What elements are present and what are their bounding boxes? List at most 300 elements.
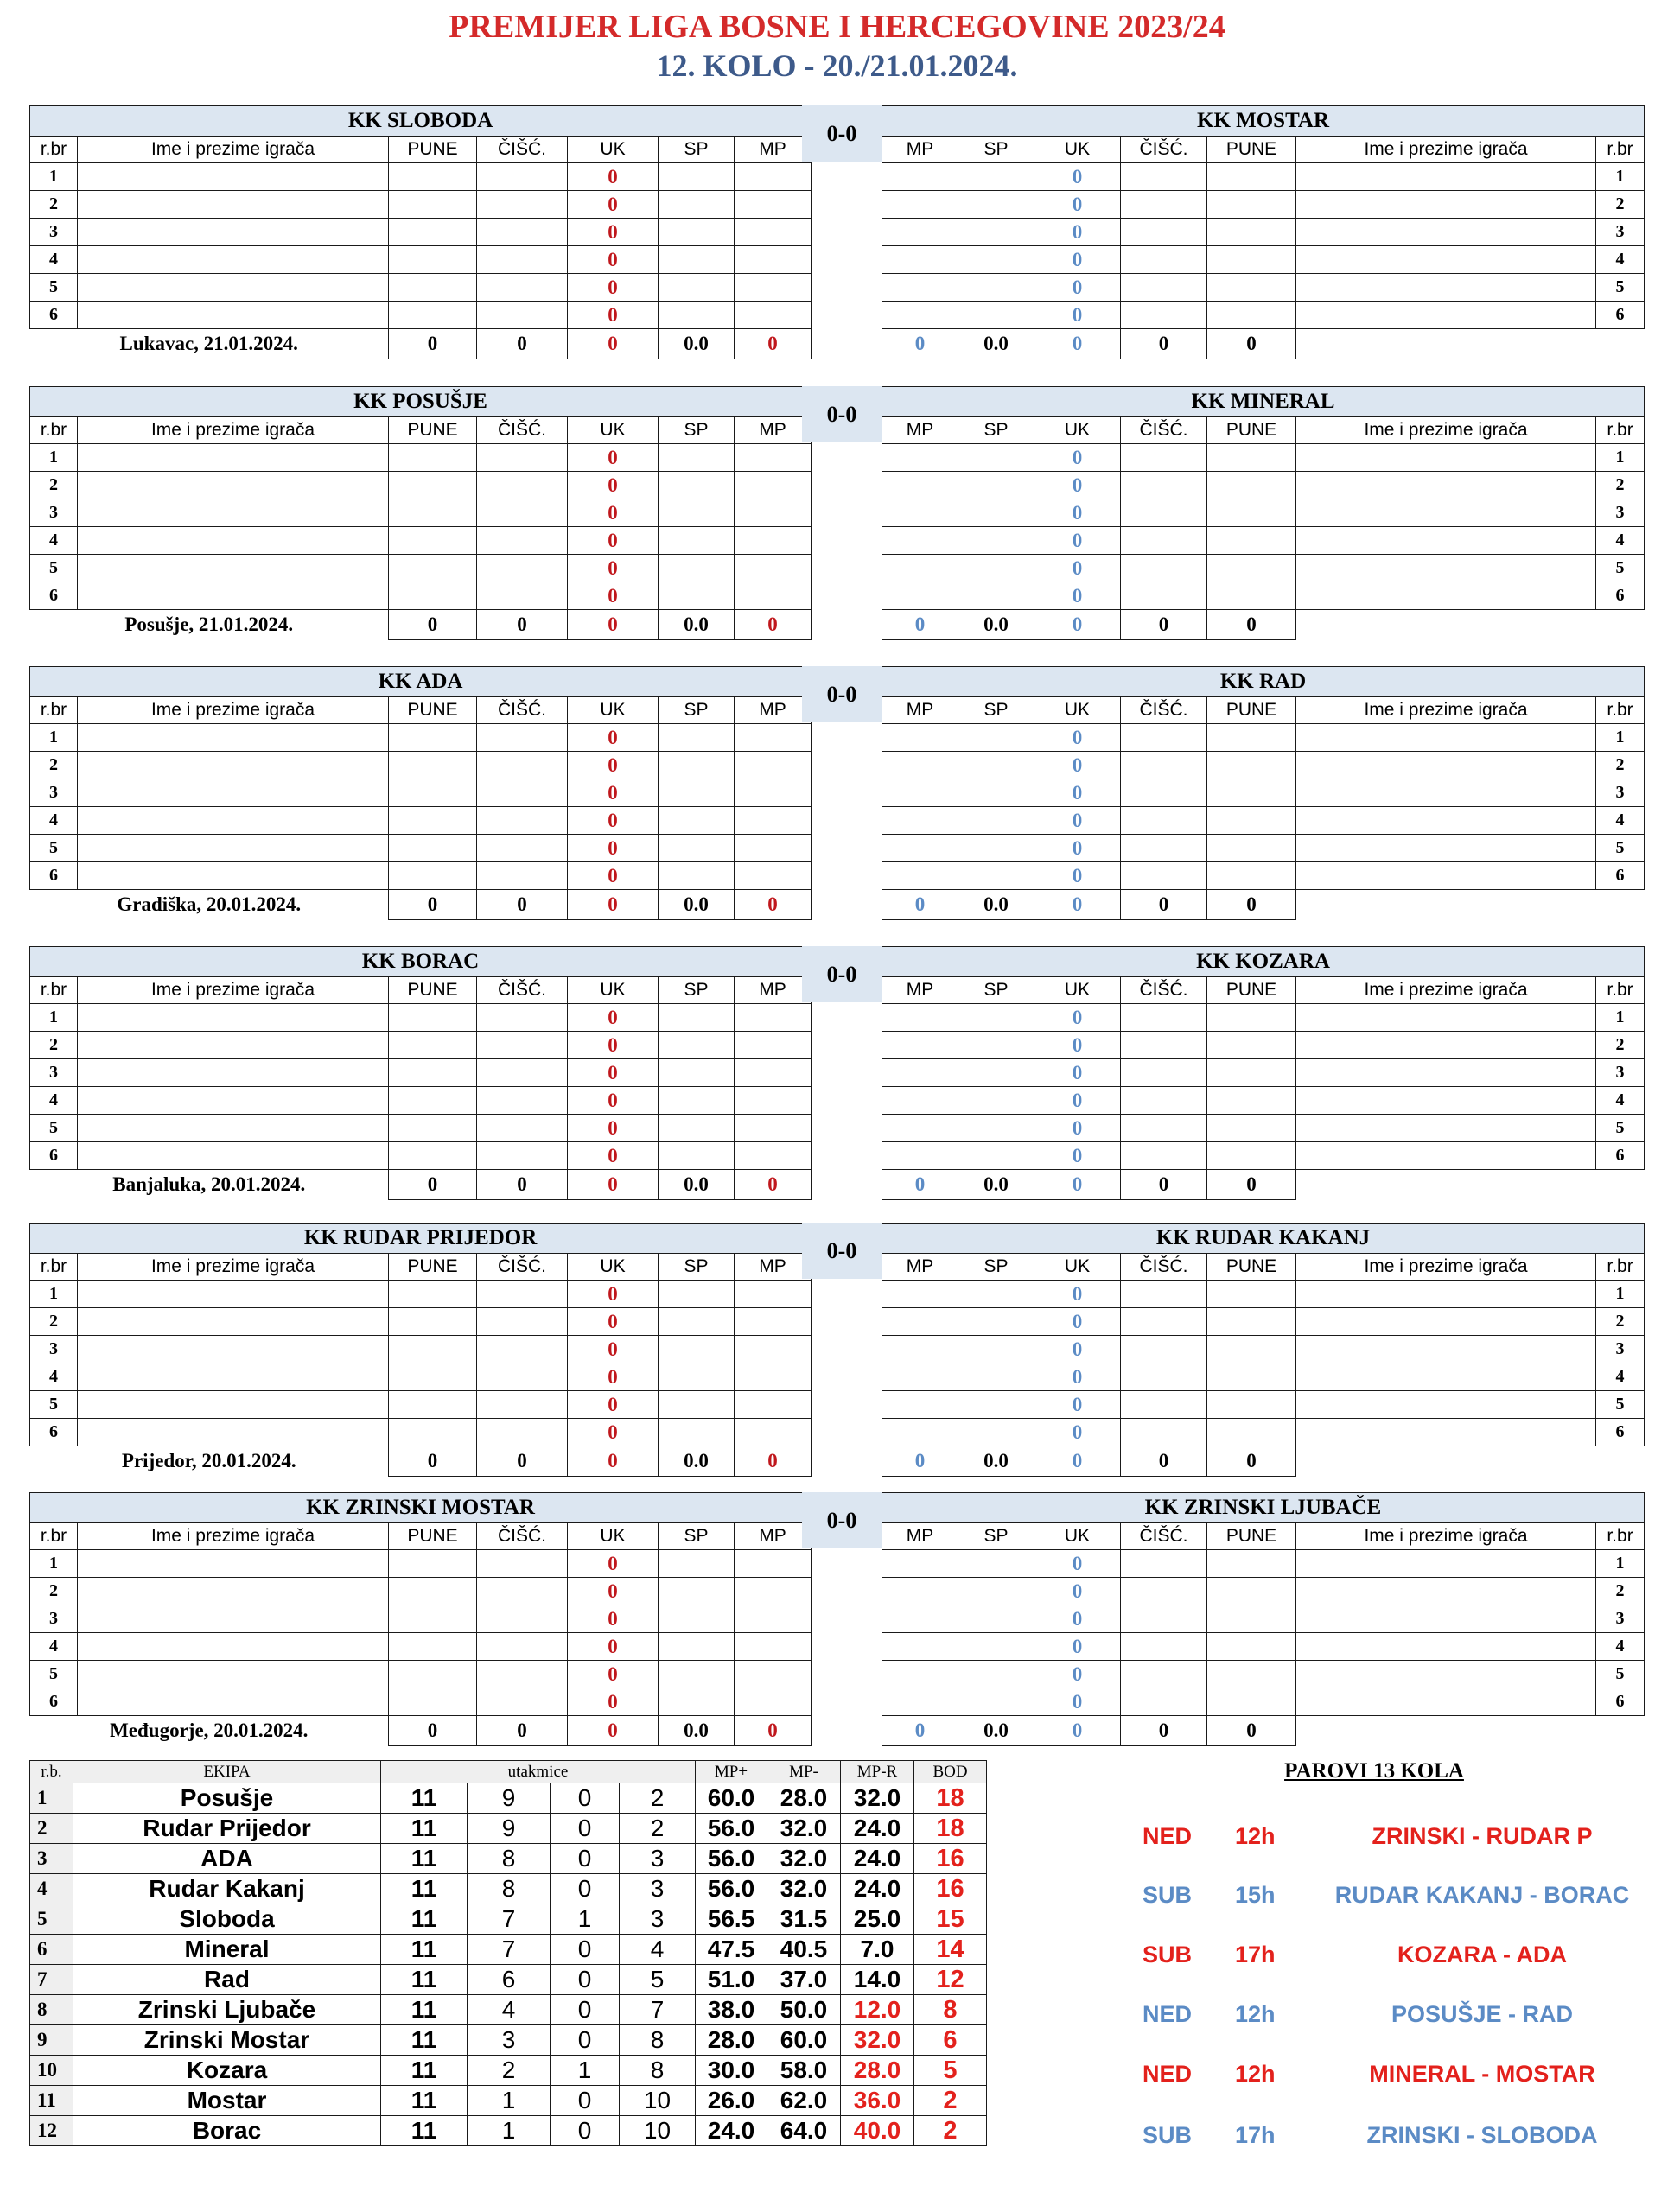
uk-cell: 0: [568, 1605, 659, 1633]
rank-cell: 1: [30, 1783, 73, 1814]
away-col-cisc: ČIŠĆ.: [1121, 1254, 1207, 1281]
uk-cell: 0: [568, 779, 659, 807]
mp-minus-cell: 58.0: [767, 2056, 841, 2086]
sp-cell: [958, 1308, 1034, 1336]
losses-cell: 10: [620, 2116, 696, 2146]
total-uk: 0: [568, 1716, 659, 1746]
mp-cell: [735, 219, 812, 246]
wins-cell: 9: [468, 1814, 551, 1844]
player-name-cell: [1296, 219, 1596, 246]
away-col-pune: PUNE: [1207, 1523, 1296, 1550]
total-cisc: 0: [477, 1446, 568, 1477]
cisc-cell: [477, 163, 568, 191]
sp-cell: [659, 1633, 735, 1661]
away-player-row: [882, 191, 1645, 219]
mp-cell: [735, 1087, 812, 1115]
away-player-row: [882, 1281, 1645, 1308]
points-cell: 15: [914, 1904, 987, 1935]
player-name-cell: [1296, 582, 1596, 610]
away-player-row: [882, 1336, 1645, 1363]
fixture-time: 12h: [1235, 2001, 1276, 2027]
total-sp: 0.0: [958, 890, 1034, 920]
mp-cell: [882, 472, 958, 499]
total-mp: 0: [735, 1716, 812, 1746]
team-cell: Posušje: [73, 1783, 381, 1814]
mp-cell: [735, 807, 812, 835]
mp-cell: [882, 302, 958, 329]
cisc-cell: [1121, 163, 1207, 191]
away-player-row: [882, 1391, 1645, 1419]
home-player-row: [30, 302, 812, 329]
team-cell: Rad: [73, 1965, 381, 1995]
total-cisc: 0: [1121, 1170, 1207, 1200]
total-mp: 0: [882, 329, 958, 359]
points-cell: 2: [914, 2116, 987, 2146]
sp-cell: [958, 472, 1034, 499]
pune-cell: [1207, 835, 1296, 862]
player-name-cell: [1296, 302, 1596, 329]
mp-r-cell: 12.0: [841, 1995, 914, 2025]
home-col-sp: SP: [659, 1254, 735, 1281]
pune-cell: [389, 1087, 477, 1115]
pune-cell: [1207, 1004, 1296, 1032]
uk-cell: 0: [568, 1281, 659, 1308]
fixture-match: KOZARA - ADA: [1397, 1942, 1567, 1967]
wins-cell: 8: [468, 1844, 551, 1874]
rank-cell: 6: [30, 1935, 73, 1965]
losses-cell: 8: [620, 2025, 696, 2056]
draws-cell: 0: [551, 1995, 620, 2025]
away-totals-row: [882, 1446, 1645, 1477]
uk-cell: 0: [568, 752, 659, 779]
player-name-cell: [1296, 724, 1596, 752]
uk-cell: 0: [1034, 1087, 1121, 1115]
fixture-time: 12h: [1235, 1823, 1276, 1849]
uk-cell: 0: [568, 1419, 659, 1446]
total-pune: 0: [1207, 610, 1296, 640]
cisc-cell: [1121, 1087, 1207, 1115]
team-cell: Sloboda: [73, 1904, 381, 1935]
standings-row: [30, 1935, 987, 1965]
sp-cell: [659, 1605, 735, 1633]
cisc-cell: [477, 779, 568, 807]
played-cell: 11: [381, 1995, 468, 2025]
row-number: 6: [1596, 1688, 1645, 1716]
away-player-row: [882, 1142, 1645, 1170]
mp-cell: [882, 1115, 958, 1142]
uk-cell: 0: [1034, 1633, 1121, 1661]
total-sp: 0.0: [659, 1446, 735, 1477]
mp-cell: [735, 1281, 812, 1308]
sp-cell: [659, 724, 735, 752]
sp-cell: [659, 862, 735, 890]
home-col-sp: SP: [659, 977, 735, 1004]
sp-cell: [659, 1688, 735, 1716]
total-pune: 0: [389, 890, 477, 920]
mp-cell: [882, 1550, 958, 1578]
match-score: 0-0: [802, 386, 882, 442]
home-col-sp: SP: [659, 697, 735, 724]
row-number: 3: [30, 1336, 78, 1363]
sp-cell: [659, 1391, 735, 1419]
away-col-rbr: r.br: [1596, 1254, 1645, 1281]
mp-minus-cell: 64.0: [767, 2116, 841, 2146]
uk-cell: 0: [568, 1059, 659, 1087]
uk-cell: 0: [1034, 1550, 1121, 1578]
row-number: 2: [1596, 1032, 1645, 1059]
sp-cell: [659, 1281, 735, 1308]
sp-cell: [958, 527, 1034, 555]
home-col-uk: UK: [568, 417, 659, 444]
mp-cell: [882, 1419, 958, 1446]
team-cell: Mostar: [73, 2086, 381, 2116]
points-cell: 12: [914, 1965, 987, 1995]
mp-r-cell: 24.0: [841, 1874, 914, 1904]
away-player-row: [882, 582, 1645, 610]
row-number: 6: [30, 1419, 78, 1446]
home-col-uk: UK: [568, 137, 659, 163]
away-col-rbr: r.br: [1596, 417, 1645, 444]
away-player-row: [882, 163, 1645, 191]
uk-cell: 0: [568, 1661, 659, 1688]
away-col-cisc: ČIŠĆ.: [1121, 977, 1207, 1004]
mp-cell: [882, 555, 958, 582]
pune-cell: [389, 1059, 477, 1087]
sp-cell: [958, 779, 1034, 807]
home-team-table: [29, 1223, 812, 1477]
pune-cell: [389, 1363, 477, 1391]
pune-cell: [1207, 1281, 1296, 1308]
next-round-fixtures: [1093, 1754, 1655, 2148]
cisc-cell: [477, 1115, 568, 1142]
mp-cell: [735, 246, 812, 274]
away-col-uk: UK: [1034, 1523, 1121, 1550]
away-totals-row: [882, 890, 1645, 920]
player-name-cell: [1296, 163, 1596, 191]
home-col-player-name: Ime i prezime igrača: [78, 1523, 389, 1550]
away-col-rbr: r.br: [1596, 137, 1645, 163]
row-number: 5: [30, 274, 78, 302]
pune-cell: [389, 555, 477, 582]
away-col-player-name: Ime i prezime igrača: [1296, 1523, 1596, 1550]
total-cisc: 0: [1121, 890, 1207, 920]
sp-cell: [958, 582, 1034, 610]
away-col-mp: MP: [882, 137, 958, 163]
pune-cell: [389, 444, 477, 472]
home-player-row: [30, 163, 812, 191]
home-totals-row: [30, 890, 812, 920]
player-name-cell: [1296, 191, 1596, 219]
empty-cell: [1296, 890, 1645, 920]
pune-cell: [1207, 527, 1296, 555]
pune-cell: [1207, 274, 1296, 302]
points-cell: 16: [914, 1874, 987, 1904]
sp-cell: [958, 1419, 1034, 1446]
standings-row: [30, 1844, 987, 1874]
mp-cell: [735, 582, 812, 610]
mp-cell: [735, 1391, 812, 1419]
home-col-pune: PUNE: [389, 137, 477, 163]
away-col-uk: UK: [1034, 977, 1121, 1004]
home-col-rbr: r.br: [30, 1523, 78, 1550]
mp-cell: [735, 302, 812, 329]
cisc-cell: [1121, 1578, 1207, 1605]
pune-cell: [1207, 1308, 1296, 1336]
home-col-mp: MP: [735, 137, 812, 163]
home-col-cisc: ČIŠĆ.: [477, 697, 568, 724]
away-col-pune: PUNE: [1207, 977, 1296, 1004]
sp-cell: [958, 1391, 1034, 1419]
cisc-cell: [1121, 1633, 1207, 1661]
away-col-rbr: r.br: [1596, 697, 1645, 724]
uk-cell: 0: [1034, 472, 1121, 499]
match-venue-date: Lukavac, 21.01.2024.: [119, 333, 298, 355]
sp-cell: [659, 246, 735, 274]
cisc-cell: [1121, 862, 1207, 890]
sp-cell: [958, 1363, 1034, 1391]
cisc-cell: [477, 1605, 568, 1633]
total-uk: 0: [1034, 1716, 1121, 1746]
fixture-row: [1093, 1878, 1655, 1912]
player-name-cell: [78, 1032, 389, 1059]
uk-cell: 0: [1034, 1419, 1121, 1446]
home-player-row: [30, 1087, 812, 1115]
away-col-sp: SP: [958, 977, 1034, 1004]
pune-cell: [389, 1032, 477, 1059]
row-number: 3: [1596, 1605, 1645, 1633]
row-number: 1: [30, 163, 78, 191]
total-mp: 0: [882, 1446, 958, 1477]
cisc-cell: [477, 1059, 568, 1087]
sp-cell: [659, 1004, 735, 1032]
mp-minus-cell: 40.5: [767, 1935, 841, 1965]
cisc-cell: [1121, 1336, 1207, 1363]
away-col-rbr: r.br: [1596, 1523, 1645, 1550]
away-col-cisc: ČIŠĆ.: [1121, 417, 1207, 444]
mp-minus-cell: 32.0: [767, 1874, 841, 1904]
uk-cell: 0: [568, 472, 659, 499]
mp-cell: [882, 1004, 958, 1032]
player-name-cell: [78, 527, 389, 555]
player-name-cell: [1296, 246, 1596, 274]
uk-cell: 0: [1034, 1661, 1121, 1688]
player-name-cell: [1296, 835, 1596, 862]
player-name-cell: [78, 1605, 389, 1633]
uk-cell: 0: [568, 444, 659, 472]
total-uk: 0: [568, 1446, 659, 1477]
sp-cell: [659, 274, 735, 302]
mp-plus-cell: 56.0: [696, 1814, 767, 1844]
player-name-cell: [78, 724, 389, 752]
points-cell: 18: [914, 1814, 987, 1844]
away-player-row: [882, 1087, 1645, 1115]
uk-cell: 0: [568, 1363, 659, 1391]
team-cell: Rudar Prijedor: [73, 1814, 381, 1844]
mp-r-cell: 25.0: [841, 1904, 914, 1935]
away-col-player-name: Ime i prezime igrača: [1296, 417, 1596, 444]
cisc-cell: [1121, 1661, 1207, 1688]
team-cell: ADA: [73, 1844, 381, 1874]
mp-cell: [735, 191, 812, 219]
home-col-pune: PUNE: [389, 1523, 477, 1550]
total-sp: 0.0: [958, 1446, 1034, 1477]
row-number: 6: [1596, 862, 1645, 890]
row-number: 2: [30, 1578, 78, 1605]
uk-cell: 0: [1034, 191, 1121, 219]
away-col-player-name: Ime i prezime igrača: [1296, 1254, 1596, 1281]
home-col-uk: UK: [568, 977, 659, 1004]
away-col-sp: SP: [958, 697, 1034, 724]
pune-cell: [1207, 1688, 1296, 1716]
cisc-cell: [1121, 1391, 1207, 1419]
home-player-row: [30, 1308, 812, 1336]
row-number: 6: [1596, 582, 1645, 610]
pune-cell: [389, 274, 477, 302]
player-name-cell: [78, 191, 389, 219]
home-team-name: KK POSUŠJE: [30, 387, 812, 417]
away-col-rbr: r.br: [1596, 977, 1645, 1004]
uk-cell: 0: [568, 807, 659, 835]
cisc-cell: [477, 1363, 568, 1391]
uk-cell: 0: [568, 1115, 659, 1142]
away-col-uk: UK: [1034, 697, 1121, 724]
player-name-cell: [1296, 527, 1596, 555]
played-cell: 11: [381, 1904, 468, 1935]
sp-cell: [659, 1142, 735, 1170]
away-col-player-name: Ime i prezime igrača: [1296, 977, 1596, 1004]
standings-col-bod: BOD: [914, 1761, 987, 1783]
row-number: 4: [30, 807, 78, 835]
mp-cell: [882, 779, 958, 807]
wins-cell: 2: [468, 2056, 551, 2086]
home-col-mp: MP: [735, 417, 812, 444]
total-sp: 0.0: [958, 329, 1034, 359]
standings-row: [30, 2116, 987, 2146]
points-cell: 8: [914, 1995, 987, 2025]
draws-cell: 1: [551, 1904, 620, 1935]
sp-cell: [958, 499, 1034, 527]
home-player-row: [30, 752, 812, 779]
uk-cell: 0: [1034, 1605, 1121, 1633]
mp-plus-cell: 56.5: [696, 1904, 767, 1935]
empty-cell: [1296, 1170, 1645, 1200]
row-number: 6: [30, 1688, 78, 1716]
total-pune: 0: [389, 1716, 477, 1746]
cisc-cell: [1121, 1115, 1207, 1142]
losses-cell: 2: [620, 1814, 696, 1844]
player-name-cell: [78, 302, 389, 329]
mp-cell: [735, 274, 812, 302]
home-col-sp: SP: [659, 1523, 735, 1550]
pune-cell: [1207, 1363, 1296, 1391]
cisc-cell: [477, 1004, 568, 1032]
match-score: 0-0: [802, 1492, 882, 1548]
uk-cell: 0: [1034, 1059, 1121, 1087]
home-player-row: [30, 274, 812, 302]
losses-cell: 8: [620, 2056, 696, 2086]
losses-cell: 3: [620, 1874, 696, 1904]
total-sp: 0.0: [659, 610, 735, 640]
away-col-pune: PUNE: [1207, 1254, 1296, 1281]
player-name-cell: [78, 752, 389, 779]
sp-cell: [958, 302, 1034, 329]
total-cisc: 0: [477, 610, 568, 640]
uk-cell: 0: [568, 191, 659, 219]
points-cell: 14: [914, 1935, 987, 1965]
total-cisc: 0: [1121, 1716, 1207, 1746]
player-name-cell: [78, 472, 389, 499]
mp-cell: [735, 1004, 812, 1032]
pune-cell: [389, 246, 477, 274]
row-number: 5: [30, 1115, 78, 1142]
mp-minus-cell: 50.0: [767, 1995, 841, 2025]
away-team-name: KK RUDAR KAKANJ: [882, 1224, 1645, 1254]
sp-cell: [659, 582, 735, 610]
cisc-cell: [477, 444, 568, 472]
cisc-cell: [477, 274, 568, 302]
player-name-cell: [78, 163, 389, 191]
home-player-row: [30, 807, 812, 835]
mp-cell: [735, 163, 812, 191]
away-col-cisc: ČIŠĆ.: [1121, 137, 1207, 163]
sp-cell: [958, 1059, 1034, 1087]
uk-cell: 0: [568, 499, 659, 527]
uk-cell: 0: [568, 1550, 659, 1578]
mp-cell: [882, 1308, 958, 1336]
losses-cell: 3: [620, 1844, 696, 1874]
mp-cell: [735, 1059, 812, 1087]
mp-cell: [882, 246, 958, 274]
home-player-row: [30, 862, 812, 890]
cisc-cell: [477, 1308, 568, 1336]
team-cell: Rudar Kakanj: [73, 1874, 381, 1904]
home-player-row: [30, 1059, 812, 1087]
player-name-cell: [78, 582, 389, 610]
total-pune: 0: [389, 610, 477, 640]
rank-cell: 10: [30, 2056, 73, 2086]
away-player-row: [882, 779, 1645, 807]
cisc-cell: [477, 527, 568, 555]
total-cisc: 0: [477, 329, 568, 359]
home-col-player-name: Ime i prezime igrača: [78, 977, 389, 1004]
total-sp: 0.0: [659, 1716, 735, 1746]
standings-col-matches: utakmice: [381, 1761, 696, 1783]
player-name-cell: [78, 219, 389, 246]
fixture-day: SUB: [1143, 1942, 1193, 1967]
pune-cell: [389, 1142, 477, 1170]
draws-cell: 0: [551, 1814, 620, 1844]
total-sp: 0.0: [659, 329, 735, 359]
player-name-cell: [1296, 1688, 1596, 1716]
match-block: [29, 1223, 1644, 1489]
away-totals-row: [882, 329, 1645, 359]
sp-cell: [659, 191, 735, 219]
cisc-cell: [477, 302, 568, 329]
total-mp: 0: [882, 890, 958, 920]
row-number: 4: [1596, 807, 1645, 835]
fixture-row: [1093, 1819, 1655, 1853]
mp-plus-cell: 26.0: [696, 2086, 767, 2116]
away-player-row: [882, 835, 1645, 862]
fixture-time: 15h: [1235, 1882, 1276, 1908]
away-col-mp: MP: [882, 977, 958, 1004]
uk-cell: 0: [568, 1142, 659, 1170]
mp-cell: [882, 1281, 958, 1308]
mp-cell: [735, 1308, 812, 1336]
uk-cell: 0: [1034, 219, 1121, 246]
away-player-row: [882, 862, 1645, 890]
draws-cell: 0: [551, 1844, 620, 1874]
